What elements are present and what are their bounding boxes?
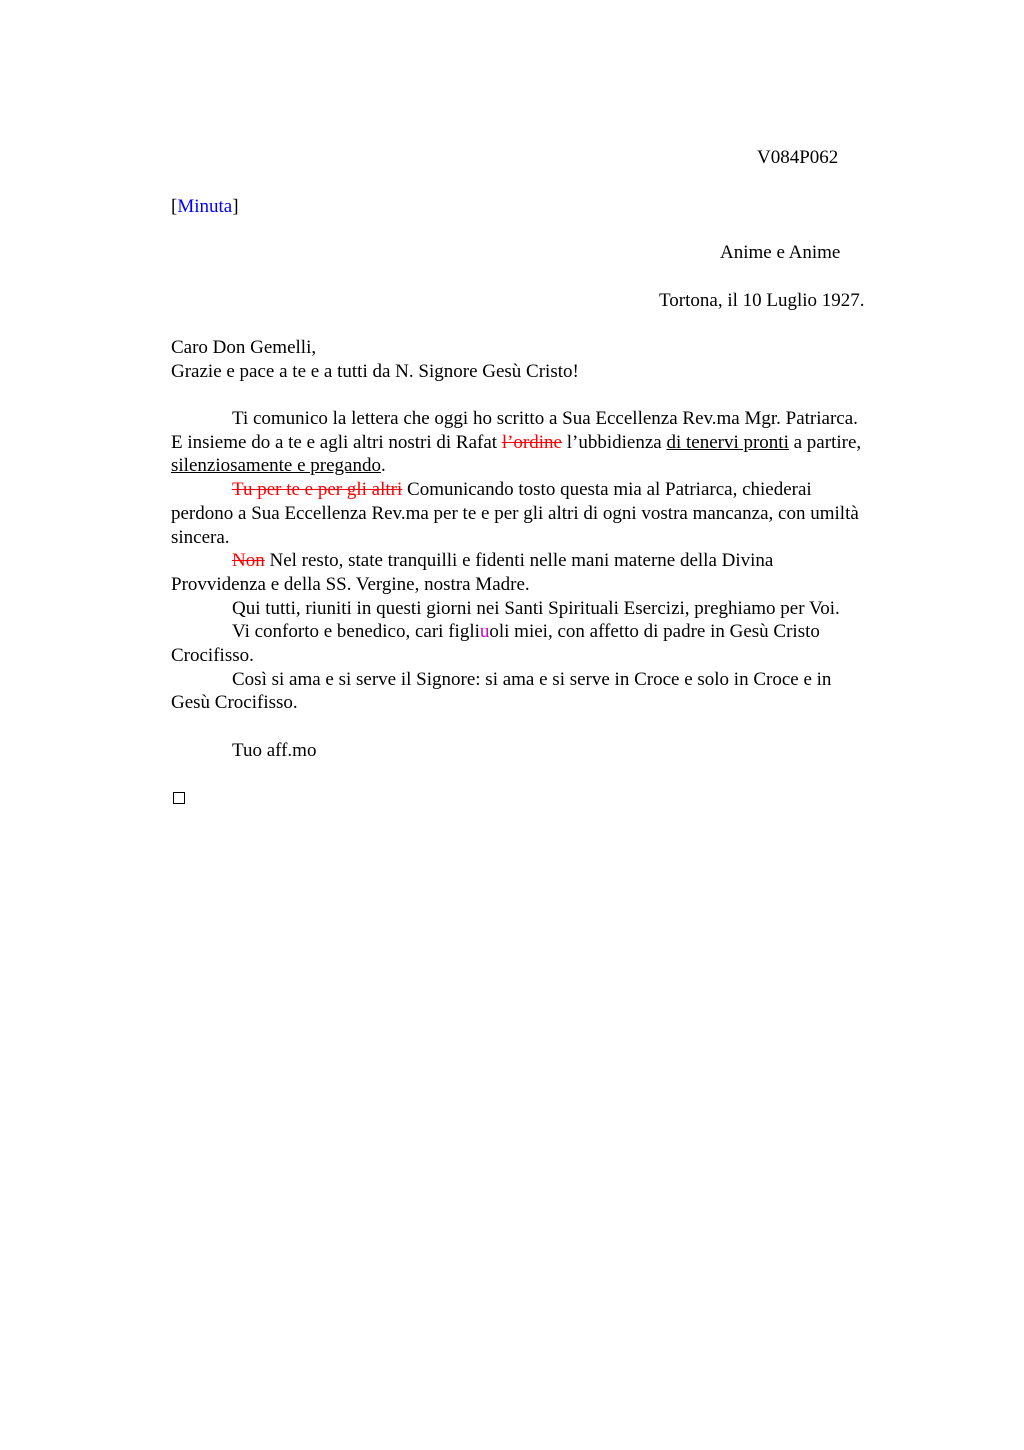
paragraph-2-line-2: perdono a Sua Eccellenza Rev.ma per te e per gli altri di ogni vostra mancanza, con umiltà: [171, 502, 859, 524]
inserted-letter: u: [479, 621, 490, 643]
empty-square-icon: [173, 792, 185, 804]
paragraph-1-line-1: Ti comunico la lettera che oggi ho scritto a Sua Eccellenza Rev.ma Mgr. Patriarca.: [232, 408, 858, 430]
paragraph-6-line-1: Così si ama e si serve il Signore: si ama e si serve in Croce e solo in Croce e in: [232, 668, 832, 690]
letter-body: [171, 336, 931, 762]
paragraph-5-line-2: Crocifisso.: [171, 644, 254, 666]
blank-line: [171, 383, 931, 407]
paragraph-6-line-2: Gesù Crocifisso.: [171, 692, 298, 714]
paragraph-3-line-1: [171, 549, 931, 573]
text-run: l’ubbidienza: [561, 431, 667, 453]
text-run: Nel resto, state tranquilli e fidenti nelle mani materne della Divina: [264, 550, 774, 572]
text-run: E insieme do a te e agli altri nostri di Rafat: [171, 431, 502, 453]
deleted-text: Non: [232, 550, 265, 572]
place-date: Tortona, il 10 Luglio 1927.: [659, 290, 865, 311]
minuta-label: Minuta: [177, 196, 233, 217]
minuta-annotation: [171, 195, 239, 219]
paragraph-2-line-1: [171, 478, 931, 502]
text-run: .: [380, 455, 386, 477]
deleted-text: l’ordine: [501, 431, 562, 453]
paragraph-2-line-3: sincera.: [171, 526, 230, 548]
paragraph-1-line-3: [171, 454, 931, 478]
bracket-close: ]: [232, 196, 239, 217]
underlined-text: di tenervi pronti: [666, 431, 789, 453]
salutation: Caro Don Gemelli,: [171, 337, 317, 358]
paragraph-4: Qui tutti, riuniti in questi giorni nei Santi Spirituali Esercizi, preghiamo per Voi.: [232, 597, 840, 619]
closing: Tuo aff.mo: [232, 739, 317, 761]
motto-heading: Anime e Anime: [720, 242, 841, 263]
text-run: Vi conforto e benedico, cari figli: [232, 621, 480, 643]
text-run: a partire,: [788, 431, 862, 453]
paragraph-3-line-2: Provvidenza e della SS. Vergine, nostra Madre.: [171, 573, 530, 595]
paragraph-1-line-2: [171, 431, 931, 455]
greeting: Grazie e pace a te e a tutti da N. Signore Gesù Cristo!: [171, 360, 579, 382]
blank-line: [171, 715, 931, 739]
paragraph-5-line-1: [171, 620, 931, 644]
text-run: oli miei, con affetto di padre in Gesù Cristo: [489, 621, 820, 643]
bracket-open: [: [171, 196, 178, 217]
deleted-text: Tu per te e per gli altri: [232, 479, 403, 501]
text-run: Comunicando tosto questa mia al Patriarca, chiederai: [402, 479, 812, 501]
document-code: V084P062: [757, 147, 839, 168]
underlined-text: silenziosamente e pregando: [171, 455, 381, 477]
